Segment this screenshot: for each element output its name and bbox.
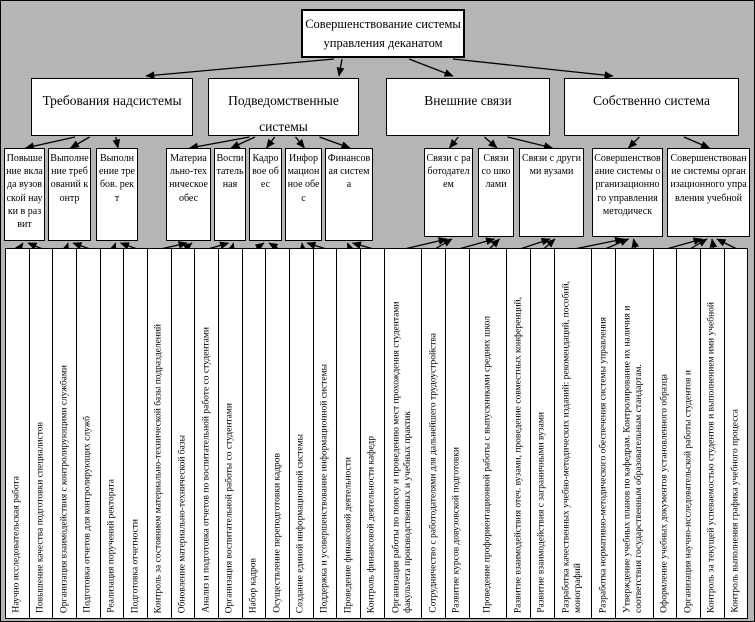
task-column-label: Поддержка и усовершенствование информационной системы bbox=[319, 363, 330, 613]
level3-box bbox=[519, 148, 584, 237]
level3-box bbox=[325, 148, 373, 241]
task-column bbox=[507, 249, 531, 618]
level3-label: Связи с работодателем bbox=[426, 153, 471, 191]
level3-box bbox=[249, 148, 282, 241]
level2-label: Требования надсистемы bbox=[42, 93, 182, 108]
task-column bbox=[243, 249, 267, 618]
task-column bbox=[677, 249, 701, 618]
level3-box bbox=[478, 148, 514, 237]
task-column bbox=[314, 249, 338, 618]
task-column bbox=[124, 249, 148, 618]
root-node-label: Совершенствование системы управления деканатом bbox=[305, 17, 461, 50]
task-column-label: Организация научно-исследовательской работы студентов и bbox=[682, 370, 693, 613]
task-column bbox=[290, 249, 314, 618]
task-column-label: Контроль за текущей успеваемостью студентов и выполнением ими учебной bbox=[706, 301, 717, 613]
level3-label: Повышение вклада вузовской науки в развит bbox=[6, 153, 43, 230]
task-column bbox=[531, 249, 555, 618]
level3-label: Воспитательная bbox=[216, 153, 244, 191]
level2-label: Собственно система bbox=[593, 93, 710, 108]
level2-label: Подведомственные системы bbox=[228, 93, 339, 134]
task-column-label: Повышение качества подготовки специалистов bbox=[35, 422, 46, 613]
task-column bbox=[422, 249, 446, 618]
level3-label: Связи со школами bbox=[481, 153, 511, 191]
arrow-line bbox=[484, 137, 497, 148]
level3-label: Кадровое обес bbox=[252, 153, 279, 191]
task-column-label: Организация работы по поиску и проведению мест прохождения студентами факультета производственных и учебных практик bbox=[391, 301, 413, 613]
task-column bbox=[195, 249, 219, 618]
task-column-label: Проведение профориентационной работы с выпускниками средних школ bbox=[482, 316, 493, 613]
task-column-label: Научно исследовательская работа bbox=[11, 476, 22, 613]
arrow-line bbox=[339, 59, 342, 76]
arrow-line bbox=[267, 137, 275, 148]
task-column bbox=[616, 249, 654, 618]
arrow-line bbox=[146, 59, 334, 76]
task-column-label: Анализ и подготовка отчетов по воспитательной работе со студентами bbox=[200, 327, 211, 613]
task-column bbox=[446, 249, 470, 618]
level3-label: Информационное обес bbox=[287, 153, 320, 204]
task-column-label: Развитие взаимодействия отеч. вузами, проведение совместных конференций, bbox=[512, 296, 523, 613]
task-column bbox=[266, 249, 290, 618]
level3-box bbox=[4, 148, 45, 241]
task-column-label: Оформление учебных документов установленного образца bbox=[659, 374, 670, 613]
task-column bbox=[555, 249, 593, 618]
level3-box bbox=[166, 148, 211, 241]
arrow-line bbox=[453, 59, 613, 76]
task-column-label: Контроль за состоянием материально-технической базы подразделений bbox=[153, 323, 164, 613]
task-column bbox=[701, 249, 725, 618]
level3-label: Совершенствование системы организационного управления методическ bbox=[594, 153, 661, 217]
arrow-line bbox=[190, 137, 250, 148]
task-column bbox=[148, 249, 172, 618]
task-column bbox=[172, 249, 196, 618]
task-column bbox=[654, 249, 678, 618]
level2-node-subordinate-systems bbox=[208, 78, 359, 136]
task-column-label: Осуществление переподготовки кадров bbox=[271, 453, 282, 613]
arrow-line bbox=[409, 59, 453, 76]
arrow-line bbox=[296, 137, 305, 148]
level3-box bbox=[667, 148, 750, 237]
arrow-line bbox=[629, 137, 640, 148]
task-column bbox=[725, 249, 748, 618]
task-column bbox=[470, 249, 508, 618]
task-column-label: Создание единой информационной системы bbox=[295, 433, 306, 613]
task-column-label: Обновление материально-технической базы bbox=[177, 434, 188, 613]
level3-label: Связи с другими вузами bbox=[521, 153, 581, 178]
task-column-label: Контроль финансовой деятельности кафедр bbox=[366, 435, 377, 613]
level2-node-requirements bbox=[31, 78, 193, 136]
root-node bbox=[301, 9, 465, 58]
tasks-table bbox=[5, 248, 748, 619]
level3-box bbox=[214, 148, 246, 241]
arrow-line bbox=[71, 137, 90, 148]
arrow-line bbox=[450, 137, 459, 148]
level3-box bbox=[96, 148, 138, 241]
arrow-line bbox=[26, 137, 76, 148]
task-column-label: Реализация поручений ректората bbox=[106, 479, 117, 613]
task-column bbox=[30, 249, 54, 618]
task-column bbox=[77, 249, 101, 618]
level3-label: Выполнение требований контр bbox=[50, 153, 89, 204]
task-column-label: Утверждение учебных планов по кафедрам. Контролирование их наличия и соответствия государственным образовательным стандартам. bbox=[622, 305, 645, 613]
task-column bbox=[361, 249, 385, 618]
task-column-label: Разработка нормативно-методического обеспечения системы управления bbox=[597, 316, 608, 613]
task-column-label: Подготовка отчетов для контролирующих служб bbox=[82, 416, 93, 613]
task-column bbox=[6, 249, 30, 618]
task-column-label: Развитие взаимодействия с заграничными вузами bbox=[536, 412, 547, 613]
task-column-label: Организация воспитательной работы со студентами bbox=[224, 402, 235, 613]
level3-box bbox=[424, 148, 473, 237]
level3-label: Материально-техническое обес bbox=[169, 153, 208, 204]
task-column bbox=[219, 249, 243, 618]
arrow-line bbox=[319, 137, 350, 148]
level2-node-system-itself bbox=[564, 78, 739, 136]
task-column-label: Разработка качественных учебно-методических изданий: рекомендаций, пособий, монографий bbox=[561, 280, 583, 613]
task-column-label: Подготовка отчетности bbox=[129, 518, 140, 613]
task-column bbox=[53, 249, 77, 618]
level2-node-external-links bbox=[386, 78, 550, 136]
level3-box bbox=[285, 148, 322, 241]
level3-label: Выполнение требов. рект bbox=[98, 153, 135, 204]
task-column-label: Развитие курсов довузовской подготовки bbox=[451, 446, 462, 613]
task-column bbox=[101, 249, 125, 618]
task-column-label: Проведение финансовой деятельности bbox=[342, 456, 353, 613]
task-column bbox=[337, 249, 361, 618]
level2-label: Внешние связи bbox=[424, 93, 512, 108]
level3-box bbox=[592, 148, 663, 237]
task-column bbox=[592, 249, 616, 618]
arrow-line bbox=[231, 137, 255, 148]
level3-label: Совершенствование системы организационного управления учебной bbox=[670, 153, 747, 204]
arrow-line bbox=[684, 137, 710, 148]
arrow-line bbox=[116, 137, 118, 148]
arrow-line bbox=[508, 137, 553, 148]
task-column-label: Сотрудничество с работодателями для дальнейшего трудоустройства bbox=[427, 333, 438, 613]
task-column-label: Организация взаимодействия с контролирующими службами bbox=[58, 364, 69, 613]
task-column-label: Набор кадров bbox=[248, 557, 259, 613]
level3-box bbox=[48, 148, 91, 241]
task-column-label: Контроль выполнения графика учебного процесса bbox=[730, 409, 741, 613]
task-column bbox=[385, 249, 423, 618]
level3-label: Финансовая система bbox=[327, 153, 371, 191]
